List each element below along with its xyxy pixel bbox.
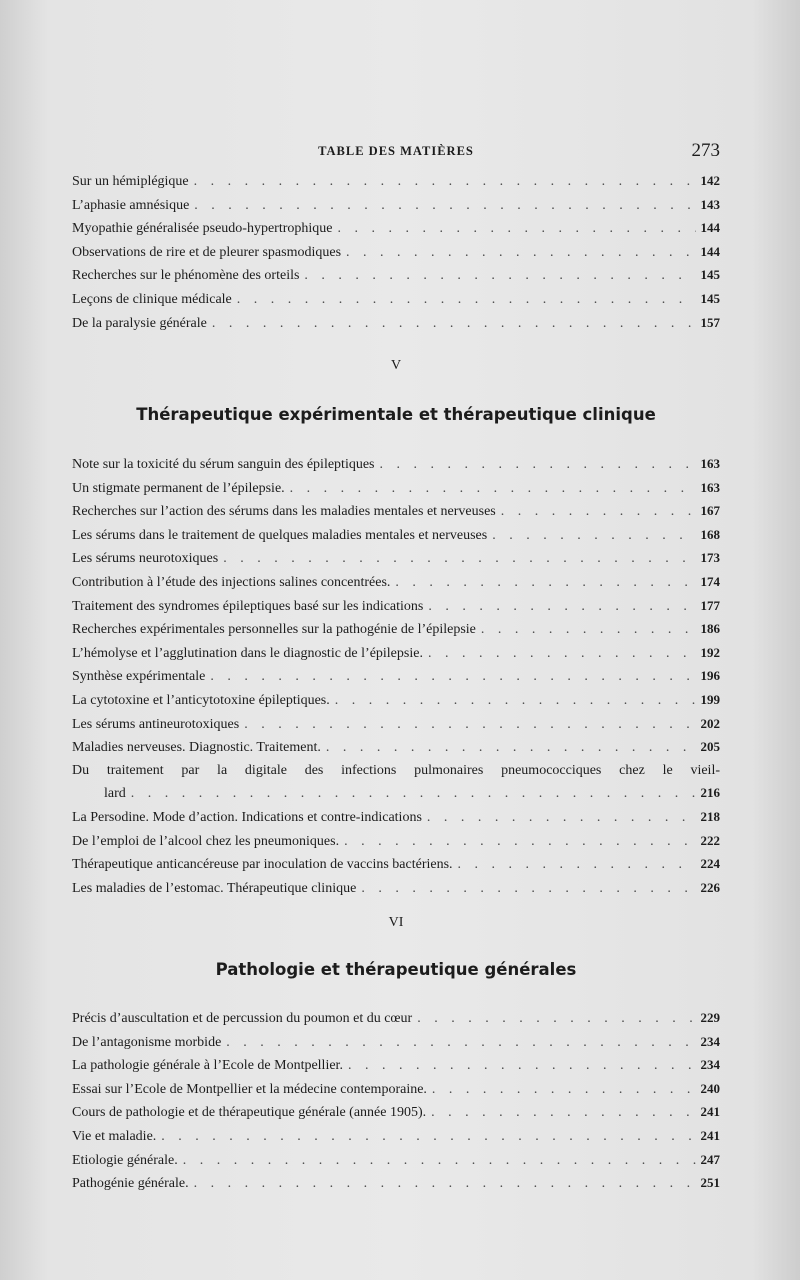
leader-dots xyxy=(244,714,695,737)
leader-dots xyxy=(326,737,696,760)
toc-entry xyxy=(72,713,720,737)
toc-entry-title: Observations de rire et de pleurer spasmodiques xyxy=(72,244,342,260)
toc-entry-page: 157 xyxy=(700,314,720,330)
toc-entry xyxy=(72,853,720,877)
leader-dots xyxy=(212,313,696,336)
toc-entry xyxy=(72,524,720,548)
toc-entry xyxy=(72,877,720,901)
toc-entry xyxy=(72,1078,720,1102)
toc-entry xyxy=(72,618,720,642)
toc-entry-page: 240 xyxy=(700,1080,720,1096)
running-title: TABLE DES MATIÈRES xyxy=(318,144,474,158)
toc-entry-title: De la paralysie générale xyxy=(72,315,207,331)
leader-dots xyxy=(183,1150,696,1173)
toc-entry-title: Etiologie générale. xyxy=(72,1152,178,1168)
toc-entry-title: Cours de pathologie et de thérapeutique générale (année 1905). xyxy=(72,1105,427,1121)
toc-entry-page: 144 xyxy=(700,220,720,236)
toc-entry-title: L’hémolyse et l’agglutination dans le diagnostic de l’épilepsie. xyxy=(72,645,423,661)
toc-entry-page: 143 xyxy=(700,196,720,212)
leader-dots xyxy=(290,478,696,501)
toc-entry-page: 234 xyxy=(700,1057,720,1073)
toc-entry-title: Maladies nerveuses. Diagnostic. Traitement. xyxy=(72,740,321,756)
section-numeral: VI xyxy=(388,915,404,930)
toc-entry-page: 145 xyxy=(700,267,720,283)
toc-entry xyxy=(72,500,720,524)
toc-entry-page: 218 xyxy=(700,808,720,824)
toc-entry-page: 224 xyxy=(700,856,720,872)
toc-entry-page: 177 xyxy=(700,597,720,613)
toc-entry xyxy=(72,642,720,666)
toc-entry-title: Essai sur l’Ecole de Montpellier et la médecine contemporaine. xyxy=(72,1081,427,1097)
section-heading: Thérapeutique expérimentale et thérapeutique clinique xyxy=(136,405,656,424)
toc-entry-title: De l’emploi de l’alcool chez les pneumoniques. xyxy=(72,833,340,849)
toc-entry xyxy=(72,1125,720,1149)
leader-dots xyxy=(395,572,695,595)
leader-dots xyxy=(428,643,696,666)
toc-entry-page: 145 xyxy=(700,290,720,306)
toc-entry-title: De l’antagonisme morbide xyxy=(72,1034,222,1050)
toc-entry xyxy=(72,1101,720,1125)
toc-entry-title: Sur un hémiplégique xyxy=(72,174,189,189)
toc-entry xyxy=(72,806,720,830)
toc-entry-page: 168 xyxy=(700,526,720,542)
toc-entry-title: Recherches expérimentales personnelles sur la pathogénie de l’épilepsie xyxy=(72,622,476,638)
leader-dots xyxy=(304,265,695,288)
leader-dots xyxy=(431,1102,695,1125)
leader-dots xyxy=(337,218,695,241)
section-v-header xyxy=(72,358,720,398)
toc-entry-title: Thérapeutique anticancéreuse par inoculation de vaccins bactériens. xyxy=(72,857,453,873)
toc-entry-title: Recherches sur l’action des sérums dans les maladies mentales et nerveuses xyxy=(72,504,496,520)
toc-section-vi xyxy=(72,1007,720,1196)
toc-entry xyxy=(72,264,720,288)
toc-entry xyxy=(72,1031,720,1055)
toc-section-top xyxy=(72,170,720,335)
toc-entry xyxy=(72,217,720,241)
toc-entry-page: 247 xyxy=(700,1151,720,1167)
toc-entry-page: 229 xyxy=(700,1010,720,1025)
toc-entry-page: 167 xyxy=(700,503,720,519)
leader-dots xyxy=(361,878,695,901)
toc-entry-title: L’aphasie amnésique xyxy=(72,197,190,213)
toc-entry xyxy=(72,1149,720,1173)
toc-entry-title: Précis d’auscultation et de percussion du poumon et du cœur xyxy=(72,1011,413,1026)
toc-entry xyxy=(72,241,720,265)
toc-entry xyxy=(72,288,720,312)
leader-dots xyxy=(346,242,695,265)
toc-entry xyxy=(72,547,720,571)
leader-dots xyxy=(348,1055,696,1078)
toc-entry-title: Les sérums dans le traitement de quelques maladies mentales et nerveuses xyxy=(72,527,488,543)
leader-dots xyxy=(226,1032,695,1055)
toc-entry xyxy=(72,571,720,595)
leader-dots xyxy=(427,807,696,830)
toc-entry xyxy=(72,477,720,501)
toc-entry-page: 199 xyxy=(700,691,720,707)
toc-entry xyxy=(72,1172,720,1196)
toc-entry xyxy=(72,689,720,713)
leader-dots xyxy=(237,289,696,312)
leader-dots xyxy=(432,1079,696,1102)
leader-dots xyxy=(194,171,696,194)
toc-entry xyxy=(72,1007,720,1031)
running-head xyxy=(72,140,720,164)
toc-entry-title: La Persodine. Mode d’action. Indications et contre-indications xyxy=(72,809,422,825)
toc-entry xyxy=(72,595,720,619)
toc-entry-page: 216 xyxy=(700,785,720,801)
toc-entry-page: 251 xyxy=(700,1175,720,1191)
toc-entry-title: Vie et maladie. xyxy=(72,1128,157,1144)
toc-entry-page: 142 xyxy=(700,173,720,188)
leader-dots xyxy=(210,666,695,689)
leader-dots xyxy=(481,619,696,642)
toc-entry-page: 241 xyxy=(700,1104,720,1120)
toc-entry-page: 163 xyxy=(700,479,720,495)
leader-dots xyxy=(428,596,695,619)
toc-entry-page: 163 xyxy=(700,456,720,471)
leader-dots xyxy=(335,690,696,713)
leader-dots xyxy=(458,854,696,877)
toc-entry-page: 202 xyxy=(700,715,720,731)
toc-entry-page: 174 xyxy=(700,573,720,589)
toc-entry-page: 196 xyxy=(700,668,720,684)
leader-dots xyxy=(344,831,695,854)
toc-entry xyxy=(72,194,720,218)
toc-entry-title: La pathologie générale à l’Ecole de Montpellier. xyxy=(72,1058,343,1074)
toc-entry-page: 186 xyxy=(700,621,720,637)
toc-entry-page: 192 xyxy=(700,644,720,660)
leader-dots xyxy=(161,1126,695,1149)
toc-entry-page: 234 xyxy=(700,1033,720,1049)
toc-entry-title: Note sur la toxicité du sérum sanguin des épileptiques xyxy=(72,457,375,472)
leader-dots xyxy=(501,501,696,524)
toc-entry xyxy=(72,736,720,760)
leader-dots xyxy=(417,1008,695,1031)
toc-section-v xyxy=(72,453,720,900)
toc-entry-title: Pathogénie générale. xyxy=(72,1176,189,1192)
leader-dots xyxy=(492,525,695,548)
leader-dots xyxy=(194,1173,696,1196)
leader-dots xyxy=(380,454,696,477)
toc-entry xyxy=(72,170,720,194)
toc-entry-title: lard xyxy=(104,786,126,802)
toc-entry-page: 222 xyxy=(700,832,720,848)
toc-entry-title: Leçons de clinique médicale xyxy=(72,291,232,307)
section-v-title xyxy=(72,405,720,435)
toc-entry xyxy=(72,1054,720,1078)
toc-entry-title: La cytotoxine et l’anticytotoxine épileptiques. xyxy=(72,692,330,708)
toc-entry-page: 144 xyxy=(700,243,720,259)
toc-entry-title: Recherches sur le phénomène des orteils xyxy=(72,268,300,284)
toc-entry-title: Contribution à l’étude des injections salines concentrées. xyxy=(72,574,391,590)
toc-entry-page: 205 xyxy=(700,739,720,755)
toc-entry-title: Synthèse expérimentale xyxy=(72,669,206,685)
toc-entry-title: Les sérums neurotoxiques xyxy=(72,551,219,567)
toc-entry-page: 226 xyxy=(700,879,720,895)
toc-entry-title: Les sérums antineurotoxiques xyxy=(72,716,240,732)
toc-entry-page: 241 xyxy=(700,1127,720,1143)
section-heading: Pathologie et thérapeutique générales xyxy=(215,960,577,979)
toc-entry xyxy=(72,830,720,854)
toc-entry xyxy=(72,665,720,689)
section-vi-title xyxy=(72,960,720,990)
section-numeral: V xyxy=(390,358,402,373)
leader-dots xyxy=(194,195,695,218)
toc-entry-long-line1: Du traitement par la digitale des infections pulmonaires pneumococciques chez le vieil- xyxy=(72,762,720,778)
toc-entry xyxy=(72,453,720,477)
toc-entry-title: Traitement des syndromes épileptiques basé sur les indications xyxy=(72,598,424,614)
toc-entry-title: Myopathie généralisée pseudo-hypertrophique xyxy=(72,221,333,237)
section-vi-header xyxy=(72,915,720,945)
leader-dots xyxy=(131,783,696,806)
toc-entry-title: Les maladies de l’estomac. Thérapeutique clinique xyxy=(72,880,357,896)
leader-dots xyxy=(223,548,695,571)
page-number: 273 xyxy=(691,140,720,161)
toc-entry-title: Un stigmate permanent de l’épilepsie. xyxy=(72,480,285,496)
toc-entry-long-line2 xyxy=(72,782,720,806)
toc-entry xyxy=(72,312,720,336)
toc-entry-page: 173 xyxy=(700,550,720,566)
